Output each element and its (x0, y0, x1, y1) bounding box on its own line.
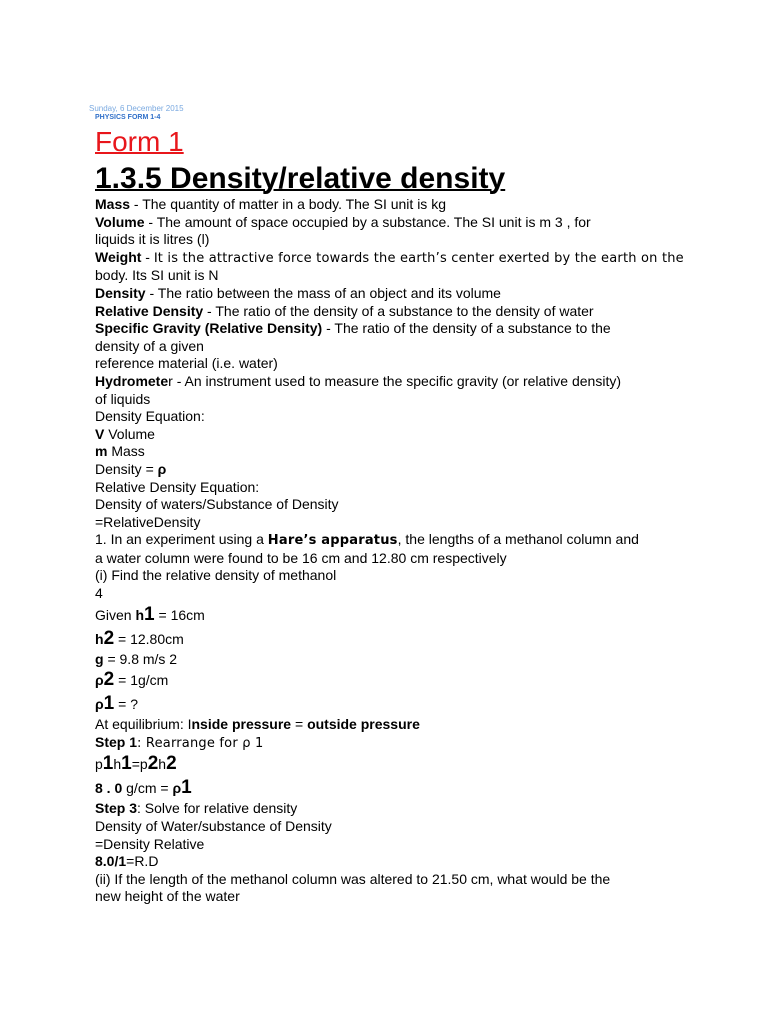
equilibrium-equals: = (291, 716, 308, 733)
def-volume-line2: liquids it is litres (l) (95, 231, 210, 248)
step-3-text: : Solve for relative density (137, 800, 298, 817)
rd-value: 8.0/1 (95, 853, 127, 870)
question-1-c: , the lengths of a methanol column and (397, 531, 639, 548)
question-1-part-ii: (ii) If the length of the methanol column was altered to 21.50 cm, what would be the (95, 870, 611, 887)
step-1 (95, 734, 755, 753)
relative-density-result (95, 853, 755, 871)
term-volume: Volume (95, 213, 145, 230)
rho2-symbol: ρ (95, 672, 104, 689)
def-density-text: - The ratio between the mass of an object and its volume (145, 284, 501, 301)
section-title: 1.3.5 Density/relative density (95, 162, 506, 195)
def-hydrometer-line2: of liquids (95, 390, 151, 407)
def-specific-gravity-line2: density of a given (95, 337, 204, 354)
symbol-v: V (95, 425, 105, 442)
question-1-number: 4 (95, 585, 103, 602)
p1h1-p: p (95, 756, 103, 773)
rho1-value: = ? (114, 696, 138, 713)
document-body (95, 196, 755, 906)
p1h1-h2: h (158, 756, 167, 773)
def-weight (95, 249, 755, 268)
p1h1-2b: 2 (166, 753, 177, 775)
def-mass (95, 196, 755, 214)
given-h2 (95, 627, 755, 651)
inside-pressure: nside pressure (191, 716, 292, 733)
given-h1 (95, 603, 755, 627)
question-1-part-ii-line2: new height of the water (95, 888, 240, 905)
result-rho: ρ (172, 780, 182, 797)
step-3-line3: =Density Relative (95, 835, 205, 852)
p1h1-equation (95, 752, 755, 776)
question-1-line2: a water column were found to be 16 cm and 12.80 cm respectively (95, 549, 507, 566)
step-1-text: : Rearrange for ρ 1 (137, 735, 264, 751)
density-equation-heading: Density Equation: (95, 408, 205, 425)
term-relative-density: Relative Density (95, 302, 204, 319)
rho1-symbol: ρ (95, 696, 104, 713)
def-density (95, 285, 755, 303)
symbol-mass (95, 443, 755, 461)
outside-pressure: outside pressure (307, 716, 420, 733)
given-rho1 (95, 692, 755, 716)
result-subscript: 1 (181, 777, 192, 799)
rho2-value: = 1g/cm (114, 672, 169, 689)
h2-value: = 12.80cm (114, 630, 184, 647)
rho1-subscript: 1 (103, 693, 115, 715)
h1-value: = 16cm (154, 606, 205, 623)
def-relative-density (95, 303, 755, 321)
term-hydrometer-r: r (168, 372, 173, 389)
p1h1-1a: 1 (102, 753, 114, 775)
step-3-label: Step 3 (95, 800, 138, 817)
hares-apparatus: Hare’s apparatus (267, 533, 398, 549)
document-header: PHYSICS FORM 1-4 (95, 114, 161, 121)
density-equation-lhs: Density = (95, 460, 158, 477)
def-hydrometer-text: - An instrument used to measure the specific gravity (or relative density) (172, 372, 622, 389)
document-date: Sunday, 6 December 2015 (89, 104, 184, 113)
symbol-volume (95, 426, 755, 444)
density-equation (95, 461, 755, 479)
equilibrium-line (95, 716, 755, 734)
h1-symbol: h (135, 606, 145, 623)
rd-label: =R.D (126, 853, 159, 870)
step-3 (95, 800, 755, 818)
h2-symbol: h (95, 630, 104, 647)
h2-subscript: 2 (103, 627, 115, 649)
term-mass: Mass (95, 196, 131, 212)
result-unit: g/cm = (122, 780, 173, 797)
term-hydrometer: Hydromete (95, 372, 169, 389)
relative-density-equation-line1: Density of waters/Substance of Density (95, 496, 339, 513)
def-specific-gravity-text: - The ratio of the density of a substance to the (322, 320, 611, 337)
result-line (95, 776, 755, 800)
term-density: Density (95, 284, 146, 301)
relative-density-equation-line2: =RelativeDensity (95, 513, 201, 530)
p1h1-2a: 2 (147, 753, 159, 775)
result-value: 8 . 0 (95, 780, 123, 797)
term-weight: Weight (95, 248, 142, 265)
def-weight-line2: body. Its SI unit is N (95, 267, 219, 284)
given-label: Given (95, 606, 136, 623)
p1h1-eq: =p (131, 756, 148, 773)
symbol-m: m (95, 443, 108, 460)
form-title: Form 1 (95, 126, 184, 157)
symbol-rho: ρ (157, 460, 167, 477)
h1-subscript: 1 (144, 603, 155, 625)
step-3-line2: Density of Water/substance of Density (95, 818, 332, 835)
symbol-m-text: Mass (107, 443, 145, 460)
g-value: = 9.8 m/s 2 (103, 650, 178, 667)
def-hydrometer (95, 373, 755, 391)
def-volume-text: - The amount of space occupied by a substance. The SI unit is m 3 , for (144, 213, 591, 230)
question-1 (95, 531, 755, 550)
def-relative-density-text: - The ratio of the density of a substance to the density of water (203, 302, 594, 319)
p1h1-h: h (113, 756, 122, 773)
symbol-v-text: Volume (104, 425, 155, 442)
relative-density-equation-heading: Relative Density Equation: (95, 478, 260, 495)
g-symbol: g (95, 650, 104, 667)
def-weight-text-a: - I (141, 248, 158, 265)
p1h1-1b: 1 (121, 753, 132, 775)
question-1-a: 1. In an experiment using a (95, 531, 268, 548)
def-weight-text-b: t is the attractive force towards the earth’s center exerted by the earth on the (157, 250, 684, 266)
def-specific-gravity (95, 320, 755, 338)
def-specific-gravity-line3: reference material (i.e. water) (95, 355, 278, 372)
def-mass-text: - The quantity of matter in a body. The SI unit is kg (130, 196, 446, 212)
rho2-subscript: 2 (103, 669, 115, 691)
question-1-part-i: (i) Find the relative density of methanol (95, 567, 337, 584)
given-g (95, 651, 755, 669)
given-rho2 (95, 668, 755, 692)
term-specific-gravity: Specific Gravity (Relative Density) (95, 320, 323, 337)
def-volume (95, 214, 755, 232)
step-1-label: Step 1 (95, 733, 138, 750)
equilibrium-a: At equilibrium: I (95, 716, 192, 733)
